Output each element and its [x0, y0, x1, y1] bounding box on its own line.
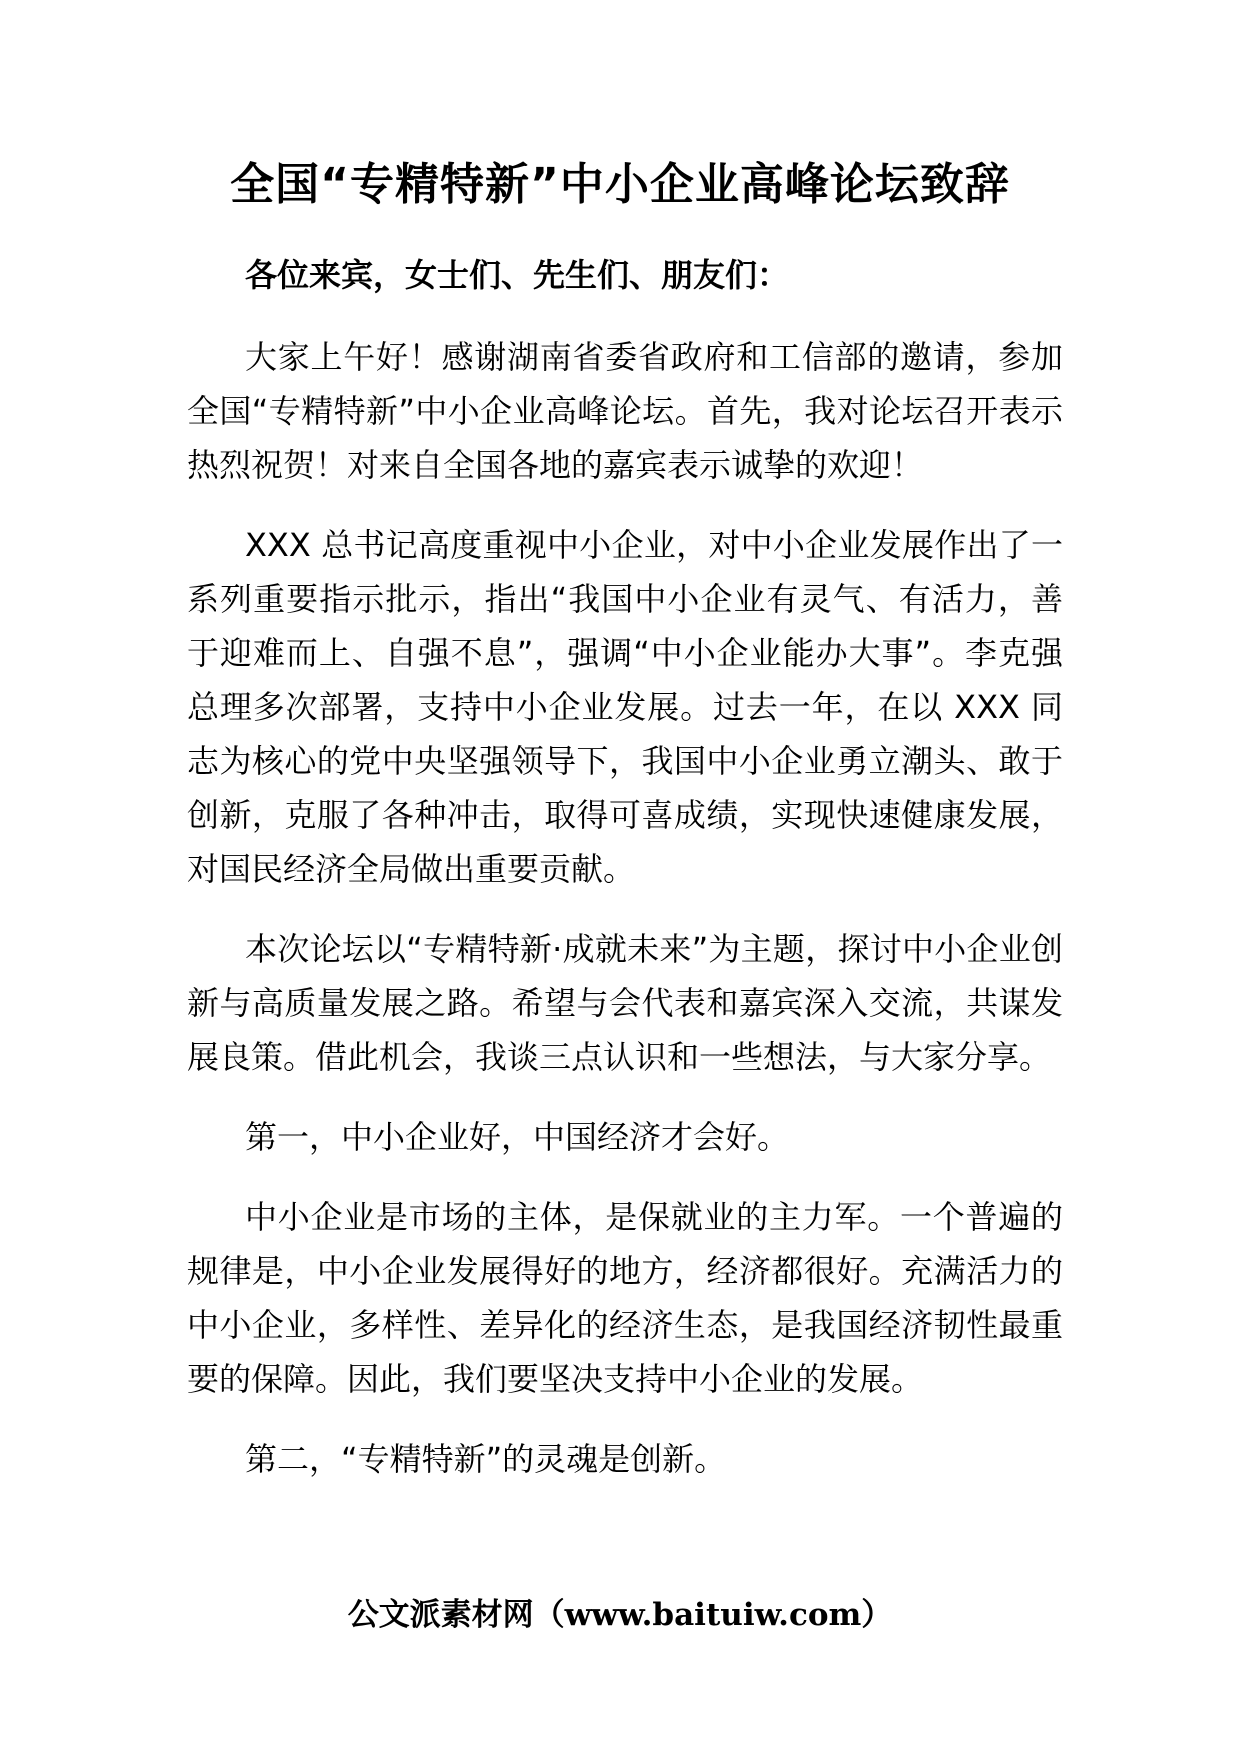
- footer-watermark: 公文派素材网（www.baituiw.com）: [347, 1597, 893, 1633]
- paragraph-theme: 本次论坛以“专精特新·成就未来”为主题，探讨中小企业创新与高质量发展之路。希望与会代表和嘉宾深入交流，共谋发展良策。借此机会，我谈三点认识和一些想法，与大家分享。: [187, 930, 1063, 1076]
- salutation: 各位来宾，女士们、先生们、朋友们：: [245, 256, 790, 294]
- point-one-heading: 第一，中小企业好，中国经济才会好。: [245, 1118, 790, 1156]
- document-body: [187, 246, 1063, 1486]
- paragraph-point-one: 中小企业是市场的主体，是保就业的主力军。一个普遍的规律是，中小企业发展得好的地方，经济都很好。充满活力的中小企业，多样性、差异化的经济生态，是我国经济韧性最重要的保障。因此，我们要坚决支持中小企业的发展。: [187, 1198, 1063, 1398]
- document-title: 全国“专精特新”中小企业高峰论坛致辞: [230, 159, 1010, 210]
- point-two-heading: 第二，“专精特新”的灵魂是创新。: [245, 1440, 727, 1478]
- paragraph-background: XXX 总书记高度重视中小企业，对中小企业发展作出了一系列重要指示批示，指出“我国中小企业有灵气、有活力，善于迎难而上、自强不息”，强调“中小企业能办大事”。李克强总理多次部署，支持中小企业发展。过去一年，在以 XXX 同志为核心的党中央坚强领导下，我国中小企业勇立潮头、敢于创新，克服了各种冲击，取得可喜成绩，实现快速健康发展，对国民经济全局做出重要贡献。: [187, 526, 1063, 888]
- paragraph-welcome: 大家上午好！感谢湖南省委省政府和工信部的邀请，参加全国“专精特新”中小企业高峰论坛。首先，我对论坛召开表示热烈祝贺！对来自全国各地的嘉宾表示诚挚的欢迎！: [187, 338, 1063, 484]
